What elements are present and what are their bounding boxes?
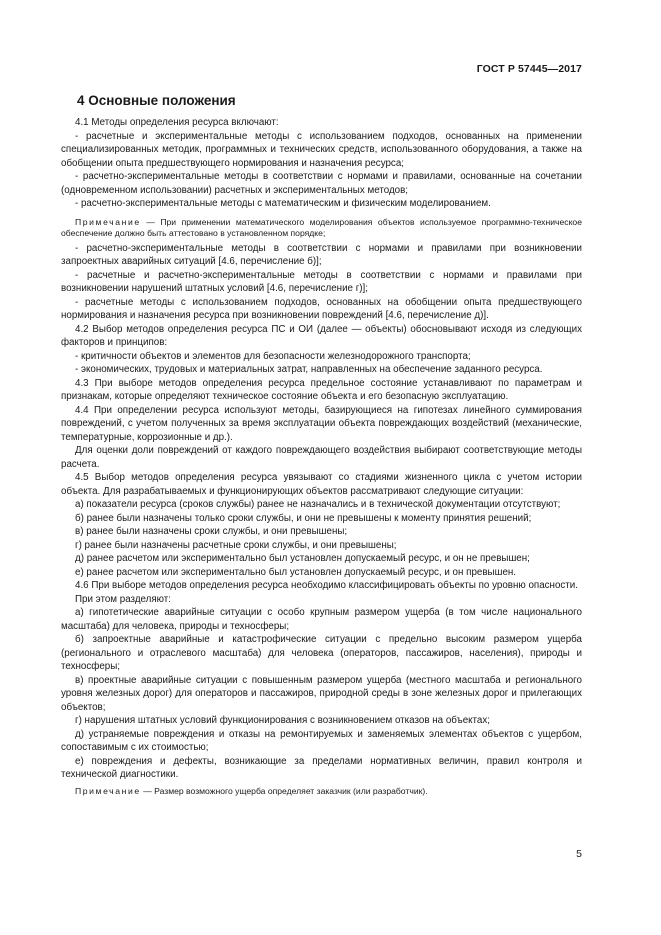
note-label: Примечание [75, 216, 141, 227]
list-item: а) гипотетические аварийные ситуации с особо крупным размером ущерба (в том числе национального масштаба) для человека, природы и техносферы; [61, 607, 582, 632]
paragraph: 4.4 При определении ресурса используют методы, базирующиеся на гипотезах линейного суммирования повреждений, с учетом полученных за время эксплуатации объекта повреждающих воздействий (механические, температурные, коррозионные и др.). [61, 404, 582, 443]
list-item: в) проектные аварийные ситуации с повышенным размером ущерба (местного масштаба и регионального уровня железных дорог) для операторов и пассажиров, природной среды в зоне железных дорог и прилегающих объектов; [61, 674, 582, 713]
note-text: — Размер возможного ущерба определяет заказчик (или разработчик). [140, 785, 428, 796]
list-item: - расчетные методы с использованием подходов, основанных на обобщении опыта предшествующего нормирования и назначения ресурса при возникновении повреждений [4.6, перечисление д)]. [61, 296, 582, 321]
paragraph: 4.6 При выборе методов определения ресурса необходимо классифицировать объекты по уровню опасности. [75, 580, 578, 591]
list-item: в) ранее были назначены сроки службы, и они превышены; [75, 526, 348, 537]
standard-designation: ГОСТ Р 57445—2017 [476, 63, 582, 75]
list-item: - критичности объектов и элементов для безопасности железнодорожного транспорта; [75, 350, 471, 362]
paragraph: Для оценки доли повреждений от каждого повреждающего воздействия выбирают соответствующие методы расчета. [61, 445, 582, 470]
note [61, 217, 582, 240]
list-item: г) нарушения штатных условий функционирования с возникновением отказов на объектах; [75, 715, 490, 726]
paragraph: 4.1 Методы определения ресурса включают: [75, 117, 279, 128]
list-item: б) ранее были назначены только сроки службы, и они не превышены к моменту принятия решений; [75, 512, 532, 524]
list-item: - расчетные и расчетно-экспериментальные методы в соответствии с нормами и правилами при возникновении нарушений штатных условий [4.6, перечисление г)]; [61, 269, 582, 294]
paragraph: 4.3 При выборе методов определения ресурса предельное состояние устанавливают по параметрам и признакам, которые определяют техническое состояние объекта и его безопасную эксплуатацию. [61, 377, 582, 402]
list-item: - расчетно-экспериментальные методы с математическим и физическим моделированием. [75, 198, 491, 209]
list-item: е) ранее расчетом или экспериментально был установлен допускаемый ресурс, и он превышен. [75, 566, 517, 578]
section-title: 4 Основные положения [77, 93, 236, 108]
list-item: д) устраняемые повреждения и отказы на ремонтируемых и заменяемых элементах объектов с ущербом, сопоставимым с их стоимостью; [61, 728, 582, 753]
paragraph: 4.2 Выбор методов определения ресурса ПС и ОИ (далее — объекты) обосновывают исходя из следующих факторов и принципов: [61, 323, 582, 348]
list-item: - экономических, трудовых и материальных затрат, направленных на обеспечение заданного ресурса. [75, 364, 543, 375]
list-item: - расчетно-экспериментальные методы в соответствии с нормами и правилами, основанные на сочетании (одновременном использовании) расчетных и экспериментальных методов; [61, 171, 582, 196]
note-label: Примечание [75, 785, 141, 796]
list-item: - расчетные и экспериментальные методы с использованием подходов, основанных на применении специализированных методик, программных и технических средств, использованного оборудования, а также на обобщении опыта предшествующего нормирования и назначения ресурса; [61, 130, 582, 169]
document-body [61, 116, 582, 797]
list-item: г) ранее были назначены расчетные сроки службы, и они превышены; [75, 539, 397, 551]
list-item: д) ранее расчетом или экспериментально был установлен допускаемый ресурс, и он не превышен; [75, 553, 530, 564]
list-item: - расчетно-экспериментальные методы в соответствии с нормами и правилами при возникновении запроектных аварийных ситуаций [4.6, перечисление б)]; [61, 242, 582, 267]
list-item: б) запроектные аварийные и катастрофические ситуации с предельно высоким размером ущерба (регионального и отраслевого масштаба) для человека (операторов, пассажиров, населения), природы и техносферы; [61, 634, 582, 672]
list-item: е) повреждения и дефекты, возникающие за пределами нормативных величин, правил контроля и технической диагностики. [61, 755, 582, 780]
page-number: 5 [576, 848, 582, 860]
note-text: — При применении математического моделирования объектов используемое программно-техническое обеспечение должно быть аттестовано в установленном порядке; [61, 216, 582, 238]
list-item: а) показатели ресурса (сроков службы) ранее не назначались и в технической документации отсутствуют; [75, 499, 561, 510]
paragraph: 4.5 Выбор методов определения ресурса увязывают со стадиями жизненного цикла с учетом истории объекта. Для разрабатываемых и функционирующих объектов рассматривают следующие ситуации: [61, 472, 582, 497]
note [61, 786, 582, 798]
paragraph: При этом разделяют: [75, 593, 172, 605]
